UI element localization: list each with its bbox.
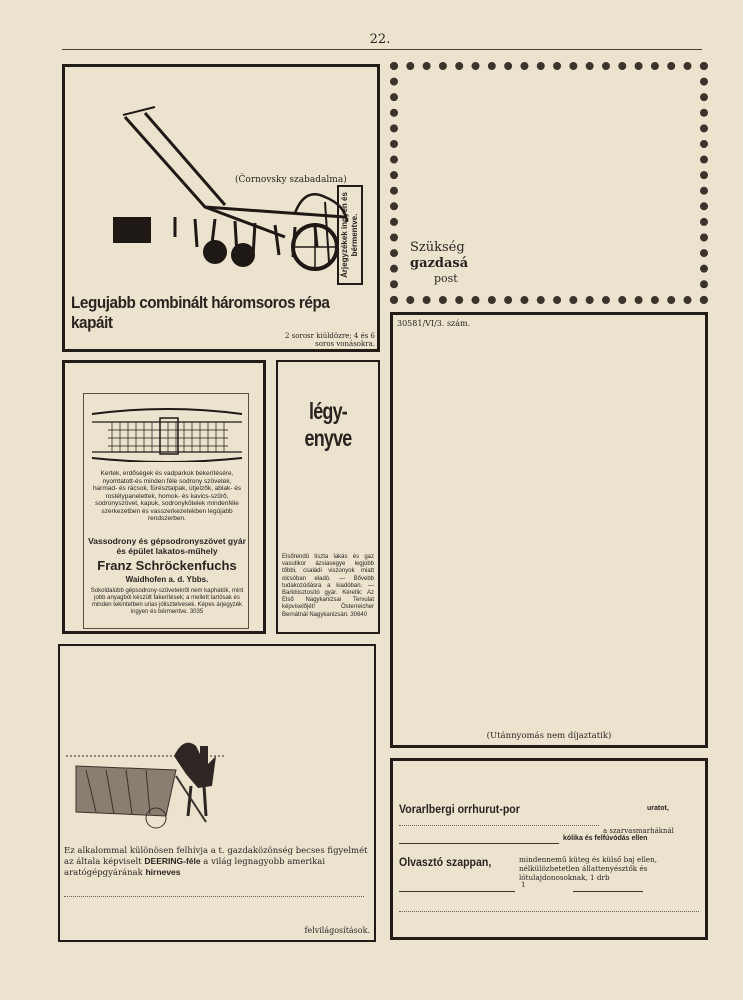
fence-footer-text: Sokoldalúbb gépsodrony-szövetekről nem kaphatók, mint jobb anyagból készült fakerítések; a mellett tartósak és minden tekintetben urias jólisztelvesek. Képes árjegyzék ingyen és bérmentve. xyxy=(90,588,244,615)
harvester-brand: DEERING-féle xyxy=(144,856,201,866)
fly-glue-body xyxy=(282,554,374,619)
ornamental-line-2: gazdasá xyxy=(410,256,469,271)
vorarlberg-line-1: a szarvasmarháknál xyxy=(603,827,674,835)
fly-glue-ad xyxy=(276,360,380,634)
ornamental-line-1: Szükség xyxy=(410,240,465,255)
ornamental-ad xyxy=(390,62,708,304)
vorarlberg-line-2: kólika és felfúvódás ellen xyxy=(563,835,648,842)
vorarlberg-rule-2 xyxy=(399,891,515,892)
vorarlberg-title: Vorarlbergi orrhurut-por xyxy=(399,804,520,816)
harvester-text-1: Ez alkalommal különösen felhívja a t. gazdaközönség becses figyelmét az általa képviselt xyxy=(64,846,368,867)
vorarlberg-subtitle: Olvasztó szappan, xyxy=(399,857,492,869)
fence-illustration xyxy=(92,400,242,462)
page-number: 22. xyxy=(369,32,391,47)
plow-illustration xyxy=(85,87,365,287)
fence-body: Kertek, erdőségek és vadparkok bekerítésére, nyomtatott-és minden féle sodrony szövetek, harmad- és rácsok, fürésztalpak, útjelzők, ablak- és rostélypanelettek, homok- és kavics-szűrő, sodronyszövet, kapuk, sodronykötelek mindenféle szerkezetben és vasszerkezetekben legújabb rendszerben. xyxy=(92,470,242,522)
fence-footer xyxy=(90,588,244,616)
harvester-text-2: a világ legnagyobb amerikai aratógépgyárának xyxy=(64,857,326,878)
notice-box xyxy=(390,312,708,748)
fence-factory: Vassodrony és gépsodronyszövet gyár és épület lakatos-műhely xyxy=(88,536,246,556)
vorarlberg-dots-2 xyxy=(399,911,699,912)
catalog-notice: Árjegyzékek ingyen és bérmentve. xyxy=(340,192,359,278)
fly-glue-code: 30640 xyxy=(350,611,368,618)
fence-ad-frame xyxy=(83,393,249,629)
vorarlberg-one: 1 xyxy=(521,881,526,889)
harvester-footer: felvilágosítások. xyxy=(304,926,370,935)
header-rule xyxy=(62,49,702,50)
ornamental-line-3: post xyxy=(434,272,458,285)
fly-glue-title: légy-enyve xyxy=(304,398,352,451)
harvester-body xyxy=(64,846,370,878)
vorarlberg-rule-3 xyxy=(573,891,643,892)
fence-code: 3035 xyxy=(189,609,204,615)
harvester-dots xyxy=(64,896,364,897)
harvester-illustration xyxy=(66,726,226,836)
vorarlberg-description: mindennemű küteg és külső baj ellen, nélkülözhetetlen állattenyésztők és lótulajdonosoknak, 1 drb xyxy=(519,855,658,882)
notice-number: 30581/VI/3. szám. xyxy=(397,319,471,328)
plow-ad xyxy=(62,64,380,352)
fence-company-name: Franz Schröckenfuchs xyxy=(97,558,237,573)
plow-credit: (Čornovsky szabadalma) xyxy=(235,175,347,185)
vorarlberg-ad xyxy=(390,758,708,940)
catalog-notice-box xyxy=(337,185,363,285)
fence-ad xyxy=(62,360,266,634)
vorarlberg-dots-1 xyxy=(399,825,599,826)
vorarlberg-rule-1 xyxy=(399,843,559,844)
plow-note: 2 sorosr kiüldözre; 4 és 6 soros vonásokra. xyxy=(285,332,375,348)
plow-title: Legujabb combinált háromsoros répa kapáit xyxy=(71,293,330,332)
harvester-text-3: hirneves xyxy=(145,867,181,877)
vorarlberg-right-text: uratot, xyxy=(647,805,669,812)
fly-glue-text: Elsőrendű tiszta lakás és gaz vasutikor ázsiasegye legjobb tőbbi, családi viszonyok miatt olcsóban eladó. — Bővebb tudakozódásra a kiadóban. — Barkbisztosító gyár. Kéretik: Az Első Nagykanizsai Tervulat képviselőjét! Österreicher Bernátnál Nagykanizsán. xyxy=(282,554,374,618)
notice-footer: (Utánnyomás nem díjaztatik) xyxy=(486,731,612,741)
harvester-ad xyxy=(58,644,376,942)
fence-place: Waidhofen a. d. Ybbs. xyxy=(125,575,209,584)
